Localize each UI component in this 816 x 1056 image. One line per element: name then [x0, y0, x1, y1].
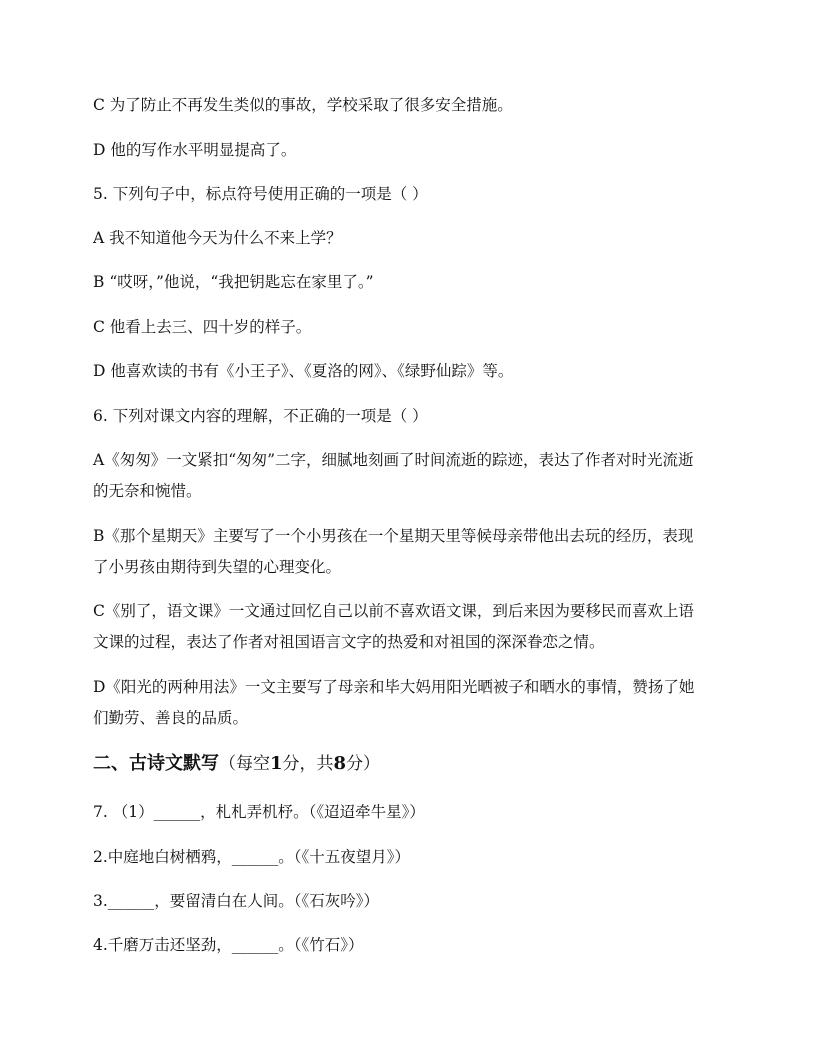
option-a-q6-line1: A《匆匆》一文紧扣“匆匆”二字，细腻地刻画了时间流逝的踪迹，表达了作者对时光流逝 — [93, 451, 694, 469]
fill-blank-4: 4.千磨万击还坚劲，______。（《竹石》） — [93, 936, 364, 954]
option-d-q5: D 他喜欢读的书有《小王子》、《夏洛的网》、《绿野仙踪》等。 — [93, 362, 514, 380]
option-a-q5: A 我不知道他今天为什么不来上学？ — [93, 229, 342, 247]
option-c-q6-line2: 文课的过程，表达了作者对祖国语言文字的热爱和对祖国的深深眷恋之情。 — [93, 633, 605, 651]
option-c-q6-line1: C《别了，语文课》一文通过回忆自己以前不喜欢语文课，到后来因为要移民而喜欢上语 — [93, 602, 694, 620]
section-heading — [93, 749, 733, 779]
option-d-q6-line2: 们勤劳、善良的品质。 — [93, 709, 249, 727]
fill-blank-3: 3.______，要留清白在人间。（《石灰吟》） — [93, 892, 380, 910]
fill-blank-7-1: 7. （1）______，札札弄机杼。（《迢迢牵牛星》） — [93, 803, 425, 821]
section-title: 二、古诗文默写 — [93, 753, 219, 774]
option-b-q5: B “哎呀，”他说，“我把钥匙忘在家里了。” — [93, 273, 374, 291]
question-6: 6. 下列对课文内容的理解，不正确的一项是（ ） — [93, 407, 428, 425]
section-note-open: （每空 — [219, 754, 270, 774]
option-c-q5: C 他看上去三、四十岁的样子。 — [93, 318, 312, 336]
section-note-mid: 分，共 — [282, 754, 334, 774]
option-c-q4: C 为了防止不再发生类似的事故，学校采取了很多安全措施。 — [93, 96, 513, 114]
section-points-total: 8 — [333, 753, 347, 774]
option-b-q6-line2: 了小男孩由期待到失望的心理变化。 — [93, 558, 342, 576]
fill-blank-2: 2.中庭地白树栖鸦，______。（《十五夜望月》） — [93, 848, 411, 866]
option-a-q6-line2: 的无奈和惋惜。 — [93, 482, 202, 500]
section-points-each: 1 — [270, 753, 283, 774]
option-b-q6-line1: B《那个星期天》主要写了一个小男孩在一个星期天里等候母亲带他出去玩的经历，表现 — [93, 527, 694, 545]
option-d-q4: D 他的写作水平明显提高了。 — [93, 141, 297, 159]
question-5: 5. 下列句子中，标点符号使用正确的一项是（ ） — [93, 185, 428, 203]
option-d-q6-line1: D《阳光的两种用法》一文主要写了母亲和毕大妈用阳光晒被子和晒水的事情，赞扬了她 — [93, 678, 695, 696]
section-note-close: 分） — [346, 754, 381, 774]
